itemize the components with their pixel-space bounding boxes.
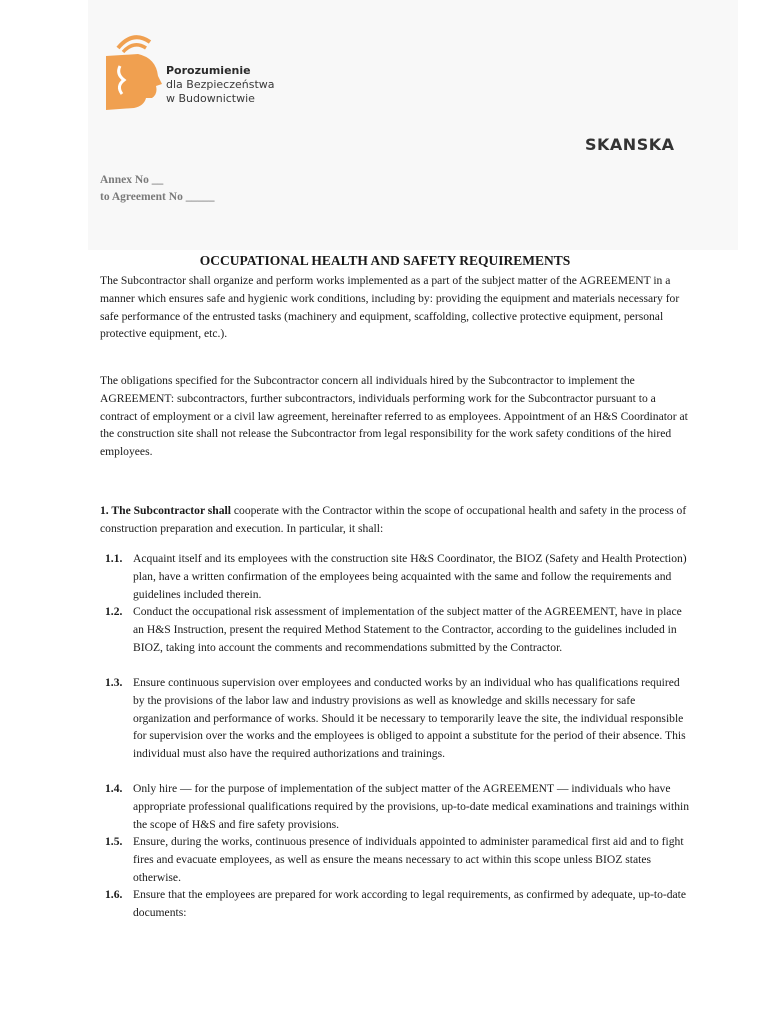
obligations-paragraph: The obligations specified for the Subcontractor concern all individuals hired by the Subcontractor to implement the AGREEMENT: subcontractors, further subcontractors, individuals performing work for the Subcontractor pursuant to a contract of employment or a civil law agreement, hereinafter referred to as employees. Appointment of an H&S Coordinator at the construction site shall not release the Subcontractor from legal responsibility for the work safety conditions of the hired employees. (100, 374, 688, 459)
annex-number: Annex No __ (100, 174, 164, 186)
item-text: Conduct the occupational risk assessment of implementation of the subject matter of the AGREEMENT, have in place an H&S Instruction, present the required Method Statement to the Contractor, according to the guidelines included in BIOZ, taking into account the comments and recommendations submitted by the Contractor. (133, 605, 682, 654)
item-number: 1.5. (105, 835, 123, 848)
item-text: Only hire — for the purpose of implementation of the subject matter of the AGREEMENT — individuals who have appropriate professional qualifications required by the provisions, up-to-date medical examinations and trainings within the scope of H&S and fire safety provisions. (133, 782, 690, 831)
agreement-number: to Agreement No _____ (100, 191, 215, 203)
item-number: 1.1. (105, 552, 123, 565)
item-text: Acquaint itself and its employees with the construction site H&S Coordinator, the BIOZ (Safety and Health Protection) plan, have a written confirmation of the employees being acquainted with the same and follow the requirements and guidelines included therein. (133, 552, 687, 601)
item-number: 1.6. (105, 888, 123, 901)
document-title: OCCUPATIONAL HEALTH AND SAFETY REQUIREMENTS (199, 253, 571, 268)
logo-line-3: w Budownictwie (166, 92, 255, 105)
section-1-lead: 1. The Subcontractor shall (100, 504, 231, 517)
header-band (88, 0, 738, 250)
logo-text (166, 64, 275, 106)
item-number: 1.4. (105, 782, 123, 795)
annex-block (100, 172, 214, 206)
item-text: Ensure that the employees are prepared for work according to legal requirements, as confirmed by adequate, up-to-date documents: (133, 888, 687, 919)
logo-line-2: dla Bezpieczeństwa (166, 78, 275, 91)
section-1-intro (100, 502, 690, 538)
item-number: 1.3. (105, 676, 123, 689)
organization-logo-icon (98, 28, 168, 112)
item-text: Ensure continuous supervision over employees and conducted works by an individual who has qualifications required by the provisions of the labor law and industry provisions as well as knowledge and skills necessary for safe organization and performance of works. Should it be necessary to temporarily leave the site, the individual responsible for supervision over the works and the employees is obliged to appoint a substitute for the period of their absence. This individual must also have the required authorizations and trainings. (133, 676, 686, 761)
logo-line-1: Porozumienie (166, 64, 251, 77)
section-1-text: cooperate with the Contractor within the scope of occupational health and safety in the process of construction preparation and execution. In particular, it shall: (100, 504, 687, 535)
intro-paragraph: The Subcontractor shall organize and perform works implemented as a part of the subject matter of the AGREEMENT in a manner which ensures safe and hygienic work conditions, including by: providing the equipment and materials necessary for safe performance of the entrusted tasks (machinery and equipment, scaffolding, collective protective equipment, personal protective equipment, etc.). (100, 274, 680, 341)
item-number: 1.2. (105, 605, 123, 618)
item-text: Ensure, during the works, continuous presence of individuals appointed to administer paramedical first aid and to fight fires and evacuate employees, as well as ensure the means necessary to act within this scope unless BIOZ states otherwise. (133, 835, 684, 884)
brand-logo: SKANSKA (585, 135, 675, 154)
